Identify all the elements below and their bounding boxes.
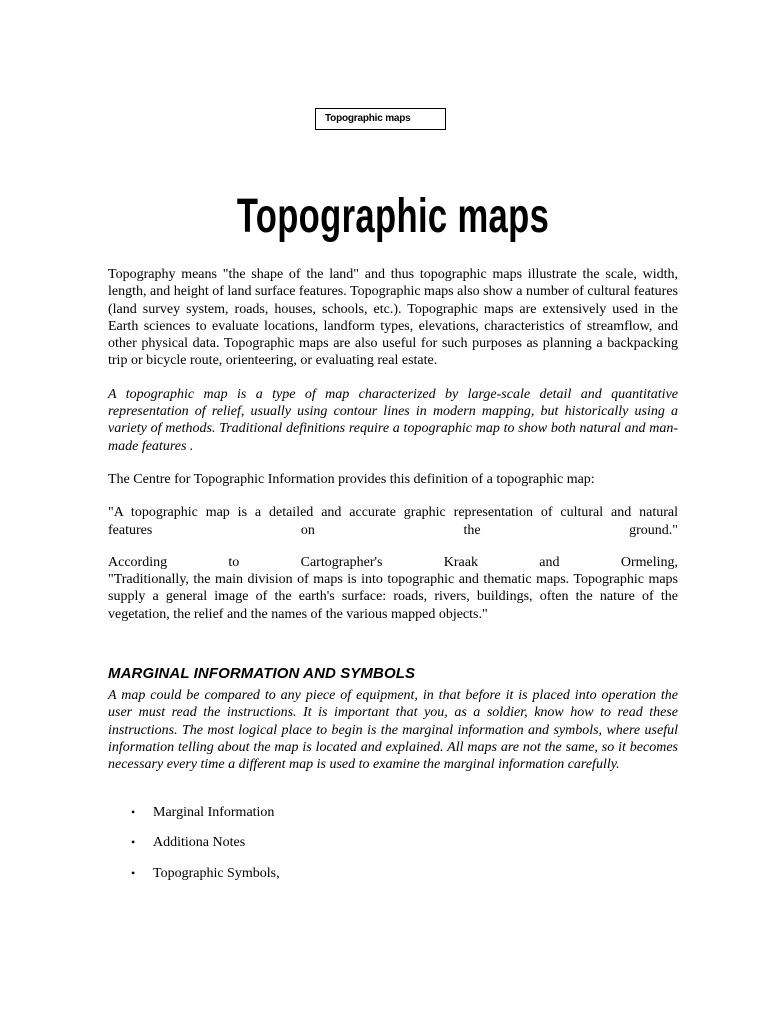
page-title: Topographic maps bbox=[236, 190, 550, 243]
quote-centre-line1: "A topographic map is a detailed and accurate graphic representation of cultural and natural bbox=[108, 505, 678, 521]
list-item-label: Additiona Notes bbox=[153, 835, 246, 851]
paragraph-topography: Topography means "the shape of the land" and thus topographic maps illustrate the scale, width, length, and height of land surface features. Topographic maps also show a number of cultural features (land survey system, roads, houses, schools, etc.). Topographic maps are extensively used in the Earth sciences to evaluate locations, landform types, elevations, characteristics of streamflow, and other physical data. Topographic maps are also useful for such purposes as planning a backpacking trip or bicycle route, orienteering, or evaluating real estate. bbox=[108, 267, 678, 369]
bullet-icon: • bbox=[131, 866, 136, 881]
list-item-label: Topographic Symbols, bbox=[153, 866, 280, 882]
kraak-quote: "Traditionally, the main division of maps is into topographic and thematic maps. Topographic maps supply a general image of the earth's surface: roads, rivers, buildings, often the nature of the vegetation, the relief and the names of the various mapped objects." bbox=[108, 572, 678, 622]
section-heading: MARGINAL INFORMATION AND SYMBOLS bbox=[108, 665, 416, 683]
bullet-icon: • bbox=[131, 804, 136, 819]
kraak-line1: According to Cartographer's Kraak and Ormeling, bbox=[108, 554, 678, 570]
list-item bbox=[108, 834, 678, 851]
paragraph-quote-centre bbox=[108, 504, 678, 539]
list-item bbox=[108, 804, 678, 821]
bullet-icon: • bbox=[131, 835, 136, 850]
paragraph-definition: A topographic map is a type of map characterized by large-scale detail and quantitative representation of relief, usually using contour lines in modern mapping, but historically using a variety of methods. Traditional definitions require a topographic map to show both natural and man-made features . bbox=[108, 386, 678, 454]
section-paragraph: A map could be compared to any piece of equipment, in that before it is placed into operation the user must read the instructions. It is important that you, as a soldier, know how to read these instructions. The most logical place to begin is the marginal information and symbols, where useful information telling about the map is located and explained. All maps are not the same, so it becomes necessary every time a different map is used to examine the marginal information carefully. bbox=[108, 688, 678, 773]
header-box: Topographic maps bbox=[315, 108, 446, 130]
paragraph-kraak bbox=[108, 554, 678, 623]
document-body bbox=[108, 266, 678, 896]
quote-centre-line2: features on the ground." bbox=[108, 522, 678, 538]
paragraph-centre: The Centre for Topographic Information provides this definition of a topographic map: bbox=[108, 471, 595, 487]
bullet-list bbox=[108, 804, 678, 883]
list-item bbox=[108, 865, 678, 882]
list-item-label: Marginal Information bbox=[153, 804, 275, 820]
